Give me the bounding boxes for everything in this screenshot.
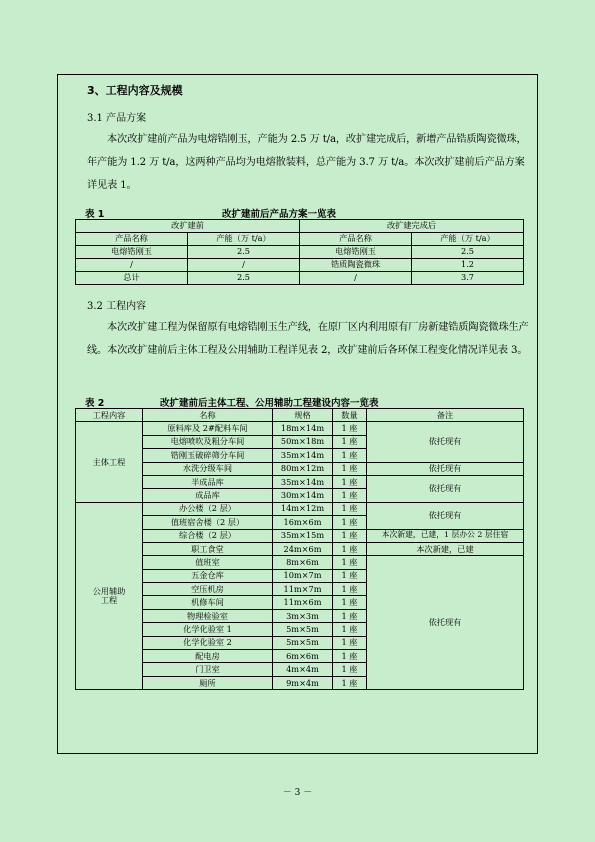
header-cell: 工程内容: [76, 409, 143, 422]
cell: 5m×5m: [273, 623, 333, 636]
cell: 35m×14m: [273, 449, 333, 462]
cell: 1 座: [333, 462, 367, 475]
table-row: [76, 272, 524, 285]
cell: 电熔锆刚玉: [76, 246, 188, 259]
cell: 五金仓库: [143, 569, 273, 582]
page-number: － 3 －: [282, 788, 313, 798]
cell: 16m×6m: [273, 516, 333, 529]
table-row: [76, 422, 524, 435]
header-cell: 数量: [333, 409, 367, 422]
header-after: 改扩建完成后: [300, 220, 524, 233]
remark: 本次新建，已建，1 层办公 2 层住宿: [367, 529, 524, 542]
cell: 锆刚玉破碎筛分车间: [143, 449, 273, 462]
cell: 办公楼（2 层）: [143, 502, 273, 515]
cell: 门卫室: [143, 663, 273, 676]
cell: 18m×14m: [273, 422, 333, 435]
cell: 水洗分级车间: [143, 462, 273, 475]
cell: 10m×7m: [273, 569, 333, 582]
group-main: 主体工程: [76, 422, 143, 502]
cell: 1 座: [333, 422, 367, 435]
cell: 1 座: [333, 435, 367, 448]
cell: 2.5: [412, 246, 524, 259]
cell: 8m×6m: [273, 556, 333, 569]
cell: 1 座: [333, 529, 367, 542]
header-cell: 备注: [367, 409, 524, 422]
cell: 35m×14m: [273, 475, 333, 488]
remark: 依托现有: [367, 556, 524, 690]
cell: 1 座: [333, 475, 367, 488]
cell: 职工食堂: [143, 542, 273, 555]
cell: 电熔喷吹及粗分车间: [143, 435, 273, 448]
cell: /: [300, 272, 412, 285]
cell: 1 座: [333, 489, 367, 502]
cell: 空压机房: [143, 583, 273, 596]
table2-number: 表 2: [85, 398, 105, 409]
subsection-3-2: 3.2 工程内容: [87, 301, 147, 312]
table-row: [76, 475, 524, 488]
cell: 1 座: [333, 650, 367, 663]
cell: 14m×12m: [273, 502, 333, 515]
header-capacity: 产能（万 t/a）: [412, 233, 524, 246]
cell: /: [188, 259, 300, 272]
cell: 厕所: [143, 676, 273, 689]
cell: 锆质陶瓷微珠: [300, 259, 412, 272]
cell: 80m×12m: [273, 462, 333, 475]
cell: 5m×5m: [273, 636, 333, 649]
cell: 1 座: [333, 609, 367, 622]
remark: 依托现有: [367, 475, 524, 502]
table-row: [76, 246, 524, 259]
cell: 11m×7m: [273, 583, 333, 596]
cell: 1.2: [412, 259, 524, 272]
cell: 1 座: [333, 516, 367, 529]
cell: 6m×6m: [273, 650, 333, 663]
cell: 总计: [76, 272, 188, 285]
paragraph-engineering: 本次改扩建工程为保留原有电熔锆刚玉生产线，在原厂区内利用原有厂房新建锆质陶瓷微珠生产线。本次改扩建前后主体工程及公用辅助工程详见表 2，改扩建前后各环保工程变化情况详见表 3。: [87, 322, 529, 356]
table1-title: 改扩建前后产品方案一览表: [222, 209, 337, 220]
cell: 机修车间: [143, 596, 273, 609]
cell: 1 座: [333, 449, 367, 462]
cell: 2.5: [188, 272, 300, 285]
product-plan-table: [75, 219, 524, 285]
subsection-3-1: 3.1 产品方案: [87, 113, 147, 124]
cell: 24m×6m: [273, 542, 333, 555]
table1-number: 表 1: [85, 209, 105, 220]
cell: 1 座: [333, 502, 367, 515]
paragraph-product: 本次改扩建前产品为电熔锆刚玉，产能为 2.5 万 t/a，改扩建完成后，新增产品锆质陶瓷微珠，年产能为 1.2 万 t/a，这两种产品均为电熔散装料，总产能为 3.7 万 t/a。本次改扩建前后产品方案详见表 1。: [87, 134, 527, 191]
cell: 3m×3m: [273, 609, 333, 622]
cell: 1 座: [333, 542, 367, 555]
cell: 原料库及 2#配料车间: [143, 422, 273, 435]
cell: /: [76, 259, 188, 272]
cell: 4m×4m: [273, 663, 333, 676]
header-product-name: 产品名称: [300, 233, 412, 246]
cell: 电熔锆刚玉: [300, 246, 412, 259]
remark: 本次新建，已建: [367, 542, 524, 555]
cell: 1 座: [333, 623, 367, 636]
remark: 依托现有: [367, 462, 524, 475]
table-row: [76, 529, 524, 542]
table-row: [76, 556, 524, 569]
cell: 1 座: [333, 663, 367, 676]
table-row: [76, 502, 524, 515]
section-heading: 3、工程内容及规模: [87, 84, 183, 97]
header-cell: 规格: [273, 409, 333, 422]
cell: 1 座: [333, 556, 367, 569]
cell: 1 座: [333, 636, 367, 649]
cell: 物理检验室: [143, 609, 273, 622]
cell: 2.5: [188, 246, 300, 259]
header-cell: 名称: [143, 409, 273, 422]
cell: 综合楼（2 层）: [143, 529, 273, 542]
table-row: [76, 259, 524, 272]
cell: 3.7: [412, 272, 524, 285]
table2-title: 改扩建前后主体工程、公用辅助工程建设内容一览表: [160, 398, 379, 409]
cell: 配电房: [143, 650, 273, 663]
cell: 1 座: [333, 569, 367, 582]
cell: 1 座: [333, 596, 367, 609]
group-utility: 公用辅助工程: [76, 502, 143, 689]
engineering-content-table: [75, 408, 524, 690]
cell: 50m×18m: [273, 435, 333, 448]
cell: 1 座: [333, 583, 367, 596]
header-product-name: 产品名称: [76, 233, 188, 246]
cell: 9m×4m: [273, 676, 333, 689]
cell: 值班宿舍楼（2 层）: [143, 516, 273, 529]
header-before: 改扩建前: [76, 220, 300, 233]
table-row: [76, 542, 524, 555]
cell: 成品库: [143, 489, 273, 502]
cell: 1 座: [333, 676, 367, 689]
cell: 半成品库: [143, 475, 273, 488]
cell: 值班室: [143, 556, 273, 569]
cell: 35m×15m: [273, 529, 333, 542]
remark: 依托现有: [367, 502, 524, 529]
cell: 30m×14m: [273, 489, 333, 502]
table-row: [76, 462, 524, 475]
remark: 依托现有: [367, 422, 524, 462]
header-capacity: 产能（万 t/a）: [188, 233, 300, 246]
cell: 11m×6m: [273, 596, 333, 609]
cell: 化学化验室 2: [143, 636, 273, 649]
cell: 化学化验室 1: [143, 623, 273, 636]
